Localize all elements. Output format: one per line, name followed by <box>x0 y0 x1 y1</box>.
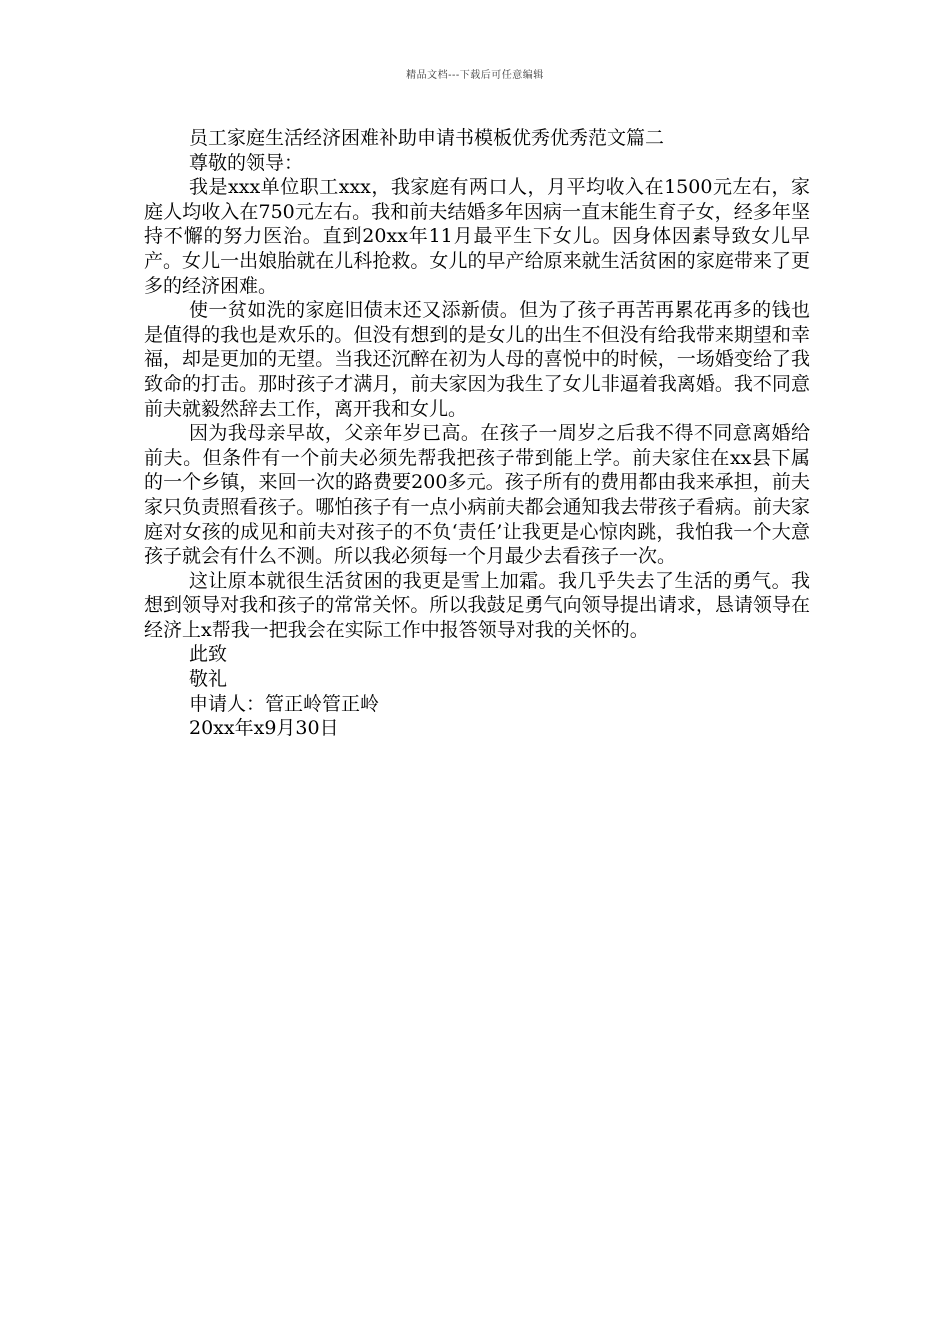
document-body <box>144 126 810 741</box>
salutation: 尊敬的领导： <box>189 151 304 174</box>
applicant-signature: 申请人：管正岭管正岭 <box>189 692 380 715</box>
paragraph-2: 使一贫如洗的家庭旧债末还又添新债。但为了孩子再苦再累花再多的钱也是值得的我也是欢乐的。但没有想到的是女儿的出生不但没有给我带来期望和幸福，却是更加的无望。当我还沉醉在初为人母的喜悦中的时候，一场婚变给了我致命的打击。那时孩子才满月，前夫家因为我生了女儿非逼着我离婚。我不同意前夫就毅然辞去工作，离开我和女儿。 <box>144 299 810 420</box>
closing-salute: 敬礼 <box>189 668 228 691</box>
document-title: 员工家庭生活经济困难补助申请书模板优秀优秀范文篇二 <box>189 127 665 149</box>
paragraph-4: 这让原本就很生活贫困的我更是雪上加霜。我几乎失去了生活的勇气。我想到领导对我和孩子的常常关怀。所以我鼓足勇气向领导提出请求，恳请领导在经济上x帮我一把我会在实际工作中报答领导对我的关怀的。 <box>144 569 810 641</box>
paragraph-3: 因为我母亲早故，父亲年岁已高。在孩子一周岁之后我不得不同意离婚给前夫。但条件有一个前夫必须先帮我把孩子带到能上学。前夫家住在xx县下属的一个乡镇，来回一次的路费要200多元。孩子所有的费用都由我来承担，前夫家只负责照看孩子。哪怕孩子有一点小病前夫都会通知我去带孩子看病。前夫家庭对女孩的成见和前夫对孩子的不负‘责任’让我更是心惊肉跳，我怕我一个大意孩子就会有什么不测。所以我必须每一个月最少去看孩子一次。 <box>144 422 810 568</box>
closing-regards: 此致 <box>189 643 228 666</box>
header-note: 精品文档---下载后可任意编辑 <box>406 70 544 81</box>
document-date: 20xx年x9月30日 <box>189 717 339 740</box>
paragraph-1: 我是xxx单位职工xxx，我家庭有两口人，月平均收入在1500元左右，家庭人均收入在750元左右。我和前夫结婚多年因病一直末能生育子女，经多年坚持不懈的努力医治。直到20xx年11月最平生下女儿。因身体因素导致女儿早产。女儿一出娘胎就在儿科抢救。女儿的早产给原来就生活贫困的家庭带来了更多的经济困难。 <box>144 176 810 297</box>
